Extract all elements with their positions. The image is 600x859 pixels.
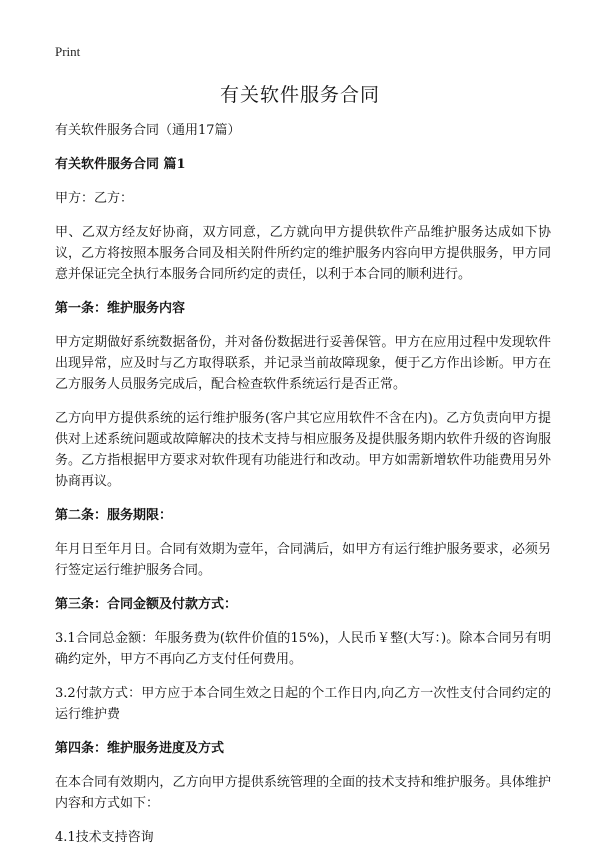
parties-line: 甲方：乙方：	[55, 191, 134, 206]
print-link[interactable]: Print	[55, 44, 81, 59]
article2-paragraph-1: 年月日至年月日。合同有效期为壹年，合同满后，如甲方有运行维护服务要求，必须另行签定运行维护服务合同。	[55, 542, 551, 578]
article4-subsection-1: 4.1技术支持咨询	[55, 830, 154, 845]
intro-paragraph: 甲、乙双方经友好协商，双方同意，乙方就向甲方提供软件产品维护服务达成如下协议，乙方将按照本服务合同及相关附件所约定的维护服务内容向甲方提供服务，甲方同意并保证完全执行本服务合同所约定的责任，以利于本合同的顺利进行。	[55, 225, 551, 282]
article1-paragraph-1: 甲方定期做好系统数据备份，并对备份数据进行妥善保管。甲方在应用过程中发现软件出现异常，应及时与乙方取得联系，并记录当前故障现象，便于乙方作出诊断。甲方在乙方服务人员服务完成后，配合检查软件系统运行是否正常。	[55, 335, 551, 392]
article2-heading: 第二条：服务期限：	[55, 508, 173, 523]
article4-paragraph-1: 在本合同有效期内，乙方向甲方提供系统管理的全面的技术支持和维护服务。具体维护内容和方式如下：	[55, 775, 551, 811]
section-heading: 有关软件服务合同 篇1	[55, 157, 186, 172]
article1-paragraph-2: 乙方向甲方提供系统的运行维护服务(客户其它应用软件不含在内)。乙方负责向甲方提供对上述系统问题或故障解决的技术支持与相应服务及提供服务期内软件升级的咨询服务。乙方指根据甲方要求对软件现有功能进行和改动。甲方如需新增软件功能费用另外协商再议。	[55, 411, 551, 489]
article3-paragraph-1: 3.1合同总金额：年服务费为(软件价值的15%)，人民币￥整(大写：)。除本合同另有明确约定外，甲方不再向乙方支付任何费用。	[55, 631, 551, 667]
document-body	[55, 120, 551, 859]
article1-heading: 第一条：维护服务内容	[55, 301, 186, 316]
page-title: 有关软件服务合同	[219, 84, 380, 106]
article3-paragraph-2: 3.2付款方式：甲方应于本合同生效之日起的个工作日内,向乙方一次性支付合同约定的运行维护费	[55, 686, 551, 722]
document-subtitle: 有关软件服务合同（通用17篇）	[55, 123, 241, 138]
article4-heading: 第四条：维护服务进度及方式	[55, 741, 225, 756]
article3-heading: 第三条：合同金额及付款方式：	[55, 597, 238, 612]
